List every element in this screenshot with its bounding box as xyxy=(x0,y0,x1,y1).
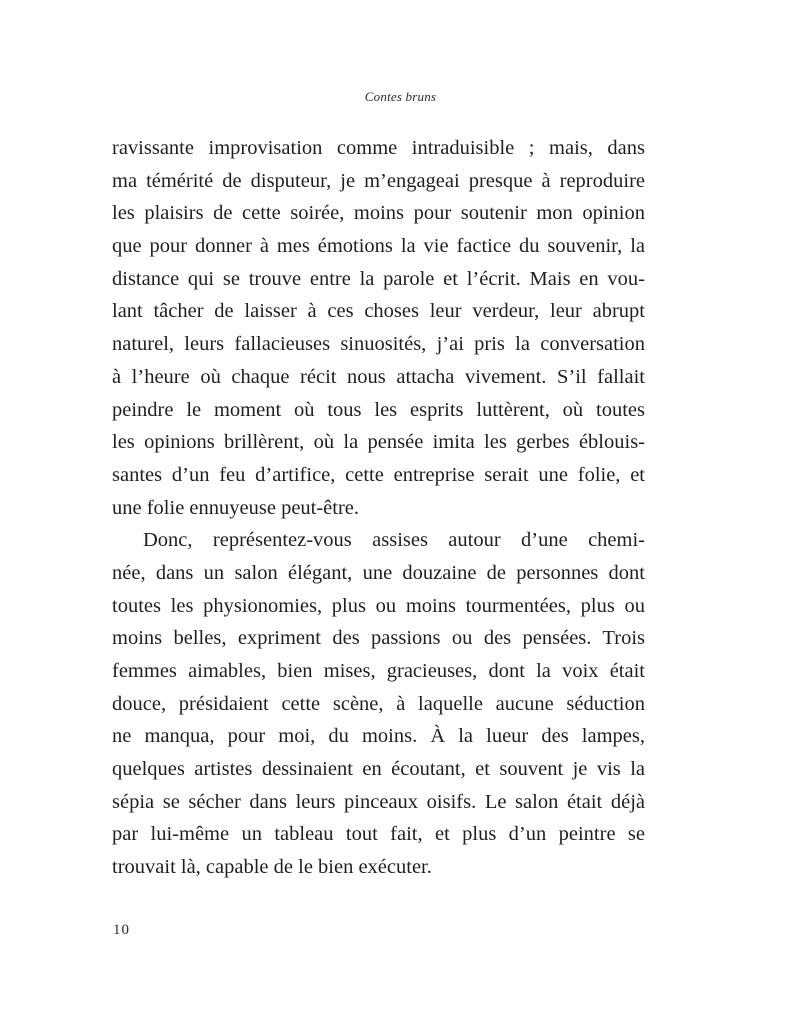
text-line: née, dans un salon élégant, une douzaine de personnes dont xyxy=(112,561,645,584)
paragraph-1 xyxy=(112,132,645,524)
text-line: toutes les physionomies, plus ou moins tourmentées, plus ou xyxy=(112,594,645,617)
text-line: quelques artistes dessinaient en écoutant, et souvent je vis la xyxy=(112,758,645,781)
page-number: 10 xyxy=(113,922,130,938)
text-line: sépia se sécher dans leurs pinceaux oisifs. Le salon était déjà xyxy=(112,790,645,813)
text-line: que pour donner à mes émotions la vie factice du souvenir, la xyxy=(112,235,645,258)
text-line: peindre le moment où tous les esprits luttèrent, où toutes xyxy=(112,398,645,421)
text-line: les opinions brillèrent, où la pensée imita les gerbes éblouis- xyxy=(112,431,645,454)
text-line: distance qui se trouve entre la parole et l’écrit. Mais en vou- xyxy=(112,267,645,290)
text-line: à l’heure où chaque récit nous attacha vivement. S’il fallait xyxy=(112,365,645,388)
running-head: Contes bruns xyxy=(364,89,437,104)
body-text xyxy=(112,132,645,884)
text-line: ma témérité de disputeur, je m’engageai presque à reproduire xyxy=(112,169,645,192)
paragraph-2 xyxy=(112,524,645,884)
text-line: une folie ennuyeuse peut-être. xyxy=(112,496,360,519)
text-line: Donc, représentez-vous assises autour d’une chemi- xyxy=(143,529,645,552)
text-line: par lui-même un tableau tout fait, et plus d’un peintre se xyxy=(112,823,645,846)
text-line: les plaisirs de cette soirée, moins pour soutenir mon opinion xyxy=(112,202,645,225)
text-line: ravissante improvisation comme intraduisible ; mais, dans xyxy=(112,137,645,159)
text-line: naturel, leurs fallacieuses sinuosités, j’ai pris la conversation xyxy=(112,333,645,356)
text-line: douce, présidaient cette scène, à laquelle aucune séduction xyxy=(112,692,645,715)
text-line: trouvait là, capable de le bien exécuter. xyxy=(112,856,432,879)
text-line: ne manqua, pour moi, du moins. À la lueur des lampes, xyxy=(112,725,645,748)
text-line: femmes aimables, bien mises, gracieuses, dont la voix était xyxy=(112,660,645,682)
text-line: moins belles, expriment des passions ou des pensées. Trois xyxy=(112,627,645,650)
text-line: lant tâcher de laisser à ces choses leur verdeur, leur abrupt xyxy=(112,300,645,323)
text-line: santes d’un feu d’artifice, cette entreprise serait une folie, et xyxy=(112,463,645,486)
